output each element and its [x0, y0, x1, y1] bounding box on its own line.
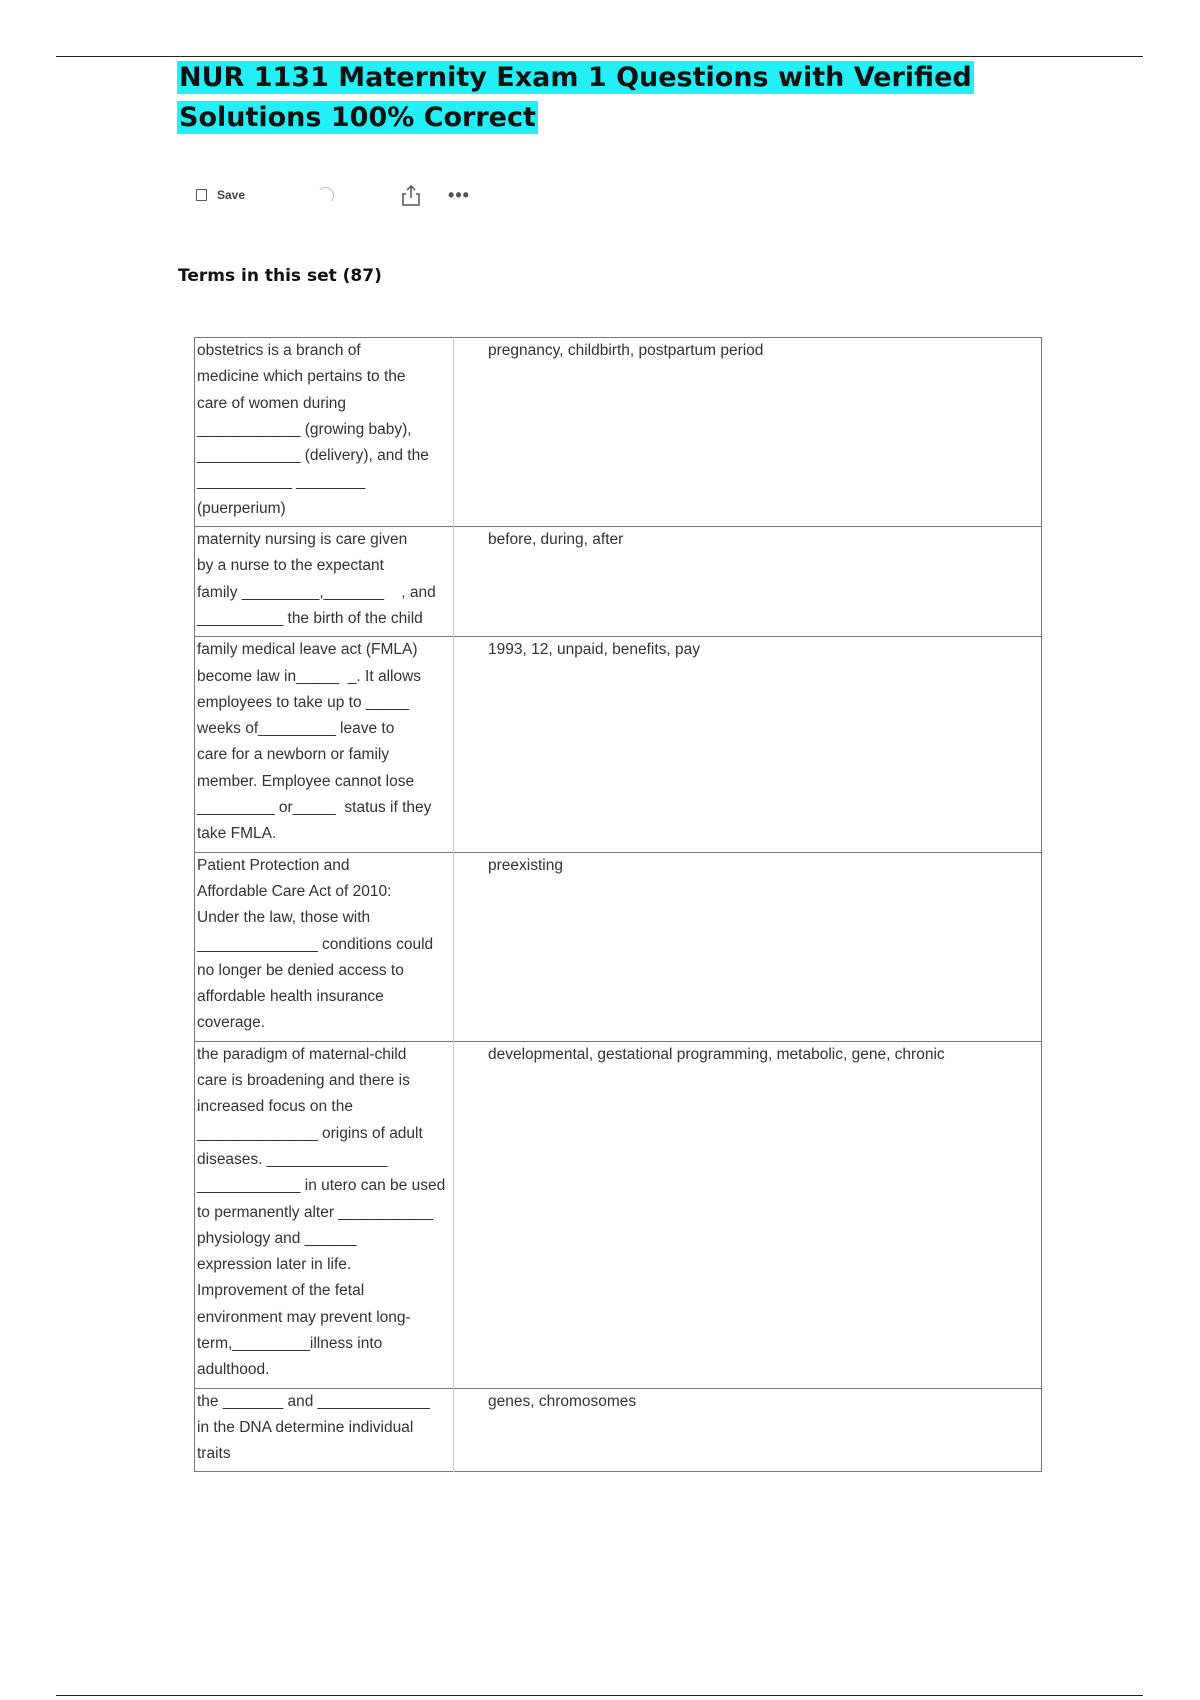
- answer-text: before, during, after: [488, 531, 624, 549]
- question-line: Affordable Care Act of 2010:: [197, 882, 392, 900]
- question-line: Improvement of the fetal: [197, 1282, 365, 1300]
- question-line: _________ or_____ status if they: [197, 799, 432, 817]
- question-line: adulthood.: [197, 1361, 270, 1379]
- answer-text: pregnancy, childbirth, postpartum period: [488, 342, 764, 359]
- question-line: employees to take up to _____: [197, 693, 409, 711]
- question-line: __________ the birth of the child: [197, 609, 423, 627]
- term-row: [195, 637, 1042, 852]
- question-line: ___________ ________: [197, 473, 366, 491]
- question-line: expression later in life.: [197, 1256, 352, 1274]
- term-row: [195, 1041, 1042, 1388]
- question-line: by a nurse to the expectant: [197, 557, 384, 575]
- term-answer: [454, 527, 1042, 637]
- document-title: [177, 58, 977, 138]
- term-row: [195, 852, 1042, 1041]
- question-line: in the DNA determine individual: [197, 1418, 414, 1436]
- term-question: [195, 637, 454, 852]
- question-line: ______________ origins of adult: [197, 1124, 423, 1142]
- more-options-button[interactable]: •••: [448, 185, 470, 205]
- question-line: no longer be denied access to: [197, 961, 404, 979]
- term-row: [195, 527, 1042, 637]
- question-line: physiology and ______: [197, 1229, 357, 1247]
- question-line: term,_________illness into: [197, 1334, 383, 1352]
- question-line: the paradigm of maternal-child: [197, 1045, 407, 1063]
- question-line: affordable health insurance: [197, 988, 384, 1006]
- question-line: maternity nursing is care given: [197, 531, 408, 549]
- term-question: [195, 852, 454, 1041]
- answer-text: developmental, gestational programming, metabolic, gene, chronic: [488, 1045, 945, 1063]
- term-answer: [454, 637, 1042, 852]
- term-answer: [454, 1388, 1042, 1472]
- question-line: care is broadening and there is: [197, 1072, 410, 1090]
- question-line: traits: [197, 1445, 231, 1463]
- question-line: member. Employee cannot lose: [197, 772, 415, 790]
- question-line: take FMLA.: [197, 825, 277, 843]
- question-line: ____________ (delivery), and the: [197, 447, 429, 465]
- question-line: environment may prevent long-: [197, 1308, 411, 1326]
- share-icon[interactable]: [400, 183, 422, 207]
- save-button[interactable]: [196, 188, 245, 202]
- question-line: ______________ conditions could: [197, 935, 434, 953]
- question-line: Patient Protection and: [197, 856, 350, 874]
- title-highlight: NUR 1131 Maternity Exam 1 Questions with Verified Solutions 100% Correct: [179, 62, 972, 133]
- term-question: [195, 527, 454, 637]
- question-line: care for a newborn or family: [197, 746, 390, 764]
- question-line: become law in_____ _. It allows: [197, 667, 422, 685]
- term-answer: [454, 852, 1042, 1041]
- question-line: family medical leave act (FMLA): [197, 641, 418, 659]
- question-line: family _________,_______ , and: [197, 583, 436, 601]
- question-line: ____________ in utero can be used: [197, 1177, 446, 1195]
- question-line: diseases. ______________: [197, 1150, 388, 1168]
- question-line: (puerperium): [197, 499, 286, 517]
- question-line: ____________ (growing baby),: [197, 420, 412, 438]
- question-line: medicine which pertains to the: [197, 368, 406, 386]
- answer-text: 1993, 12, unpaid, benefits, pay: [488, 641, 700, 659]
- answer-text: preexisting: [488, 856, 563, 874]
- question-line: increased focus on the: [197, 1098, 353, 1116]
- question-line: obstetrics is a branch of: [197, 342, 361, 359]
- term-answer: [454, 338, 1042, 527]
- term-answer: [454, 1041, 1042, 1388]
- question-line: care of women during: [197, 394, 347, 412]
- bookmark-icon: [196, 189, 207, 201]
- question-line: the _______ and _____________: [197, 1392, 430, 1410]
- question-line: to permanently alter ___________: [197, 1203, 434, 1221]
- question-line: weeks of_________ leave to: [197, 720, 395, 738]
- term-row: [195, 1388, 1042, 1472]
- term-question: [195, 1041, 454, 1388]
- toolbar: [196, 180, 470, 210]
- term-question: [195, 1388, 454, 1472]
- question-line: coverage.: [197, 1014, 266, 1032]
- top-rule: [56, 56, 1143, 57]
- loading-spinner-icon: [317, 187, 334, 204]
- terms-heading: Terms in this set (87): [178, 266, 382, 286]
- term-row: [195, 338, 1042, 527]
- question-line: Under the law, those with: [197, 909, 371, 927]
- bottom-rule: [56, 1695, 1143, 1696]
- save-label: Save: [217, 188, 246, 202]
- answer-text: genes, chromosomes: [488, 1392, 637, 1410]
- terms-table: [194, 337, 1042, 1472]
- term-question: [195, 338, 454, 527]
